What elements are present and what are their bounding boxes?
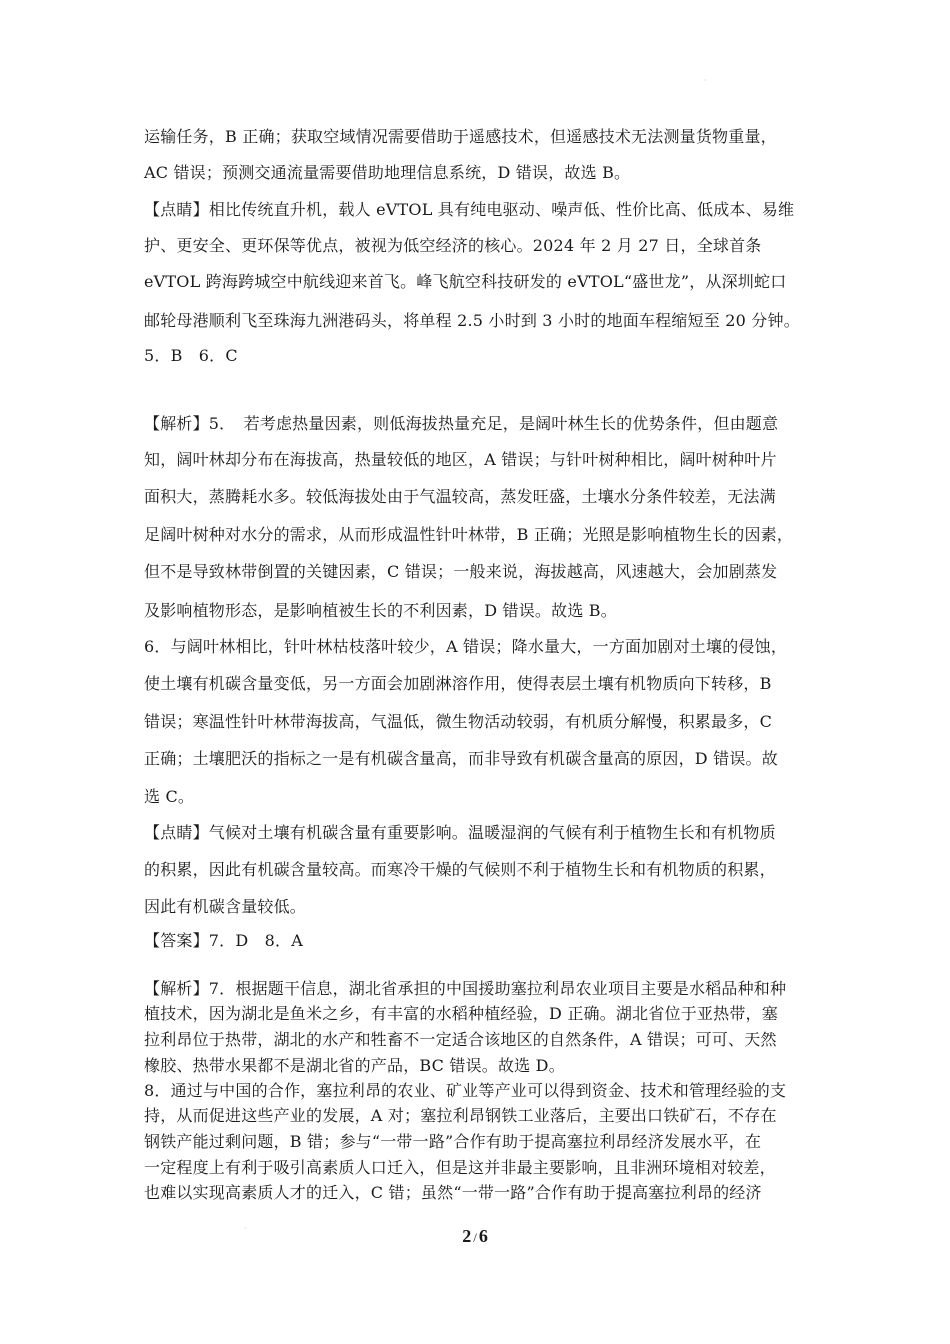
answer-line: 【答案】7．D 8．A (144, 931, 303, 950)
text-line: 正确；土壤肥沃的指标之一是有机碳含量高，而非导致有机碳含量高的原因，D 错误。故 (144, 749, 778, 768)
text-line: 及影响植物形态，是影响植被生长的不利因素，D 错误。故选 B。 (144, 601, 617, 620)
text-line: 钢铁产能过剩问题，B 错；参与“一带一路”合作有助于提高塞拉利昂经济发展水平，在 (144, 1132, 762, 1151)
text-line: 使土壤有机碳含量变低，另一方面会加剧淋溶作用，使得表层土壤有机物质向下转移，B (144, 674, 772, 693)
text-line: 【点睛】气候对土壤有机碳含量有重要影响。温暖湿润的气候有利于植物生长和有机物质 (144, 823, 776, 842)
text-line: 错误；寒温性针叶林带海拔高，气温低，微生物活动较弱，有机质分解慢，积累最多，C (144, 712, 773, 731)
text-line: AC 错误；预测交通流量需要借助地理信息系统，D 错误，故选 B。 (144, 163, 631, 182)
text-line: 选 C。 (144, 787, 195, 806)
text-line: 运输任务，B 正确；获取空域情况需要借助于遥感技术，但遥感技术无法测量货物重量， (144, 127, 777, 146)
text-line: 因此有机碳含量较低。 (144, 897, 307, 916)
text-line: 8．通过与中国的合作，塞拉利昂的农业、矿业等产业可以得到资金、技术和管理经验的支 (144, 1081, 787, 1100)
text-line: 【解析】7．根据题干信息，湖北省承担的中国援助塞拉利昂农业项目主要是水稻品种和种 (144, 979, 787, 998)
text-line: 知，阔叶林却分布在海拔高，热量较低的地区，A 错误；与针叶树种相比，阔叶树种叶片 (144, 450, 777, 469)
page-separator: / (473, 1230, 477, 1245)
text-line: 邮轮母港顺利飞至珠海九洲港码头，将单程 2.5 小时到 3 小时的地面车程缩短至 20 分钟。 (144, 311, 800, 330)
text-line: 的积累，因此有机碳含量较高。而寒冷干燥的气候则不利于植物生长和有机物质的积累， (144, 860, 776, 879)
total-pages: 6 (478, 1226, 488, 1246)
text-line: 一定程度上有利于吸引高素质人口迁入，但是这并非最主要影响，且非洲环境相对较差， (144, 1158, 776, 1177)
text-line: 6．与阔叶林相比，针叶林枯枝落叶较少，A 错误；降水量大，一方面加剧对土壤的侵蚀， (144, 637, 788, 656)
text-line: eVTOL 跨海跨城空中航线迎来首飞。峰飞航空科技研发的 eVTOL“盛世龙”，从深圳蛇口 (144, 272, 787, 291)
text-line: 【解析】5． 若考虑热量因素，则低海拔热量充足，是阔叶林生长的优势条件，但由题意 (144, 414, 779, 433)
answer-line: 5．B 6．C (144, 346, 238, 365)
text-line: 也难以实现高素质人才的迁入，C 错；虽然“一带一路”合作有助于提高塞拉利昂的经济 (144, 1183, 762, 1202)
scan-speck: · (244, 1224, 247, 1233)
page-number (0, 1226, 950, 1247)
text-line: 植技术，因为湖北是鱼米之乡，有丰富的水稻种植经验，D 正确。湖北省位于亚热带，塞 (144, 1004, 778, 1023)
current-page: 2 (462, 1226, 472, 1246)
text-line: 拉利昂位于热带，湖北的水产和牲畜不一定适合该地区的自然条件，A 错误；可可、天然 (144, 1030, 777, 1049)
text-line: 橡胶、热带水果都不是湖北省的产品，BC 错误。故选 D。 (144, 1056, 565, 1075)
text-line: 足阔叶树种对水分的需求，从而形成温性针叶林带，B 正确；光照是影响植物生长的因素， (144, 525, 794, 544)
text-line: 持，从而促进这些产业的发展，A 对；塞拉利昂钢铁工业落后，主要出口铁矿石，不存在 (144, 1106, 777, 1125)
text-line: 面积大，蒸腾耗水多。较低海拔处由于气温较高，蒸发旺盛，土壤水分条件较差，无法满 (144, 487, 776, 506)
scan-speck: · (704, 76, 707, 85)
text-line: 但不是导致林带倒置的关键因素，C 错误；一般来说，海拔越高，风速越大，会加剧蒸发 (144, 562, 778, 581)
text-line: 【点睛】相比传统直升机，载人 eVTOL 具有纯电驱动、噪声低、性价比高、低成本、易维 (144, 200, 795, 219)
text-line: 护、更安全、更环保等优点，被视为低空经济的核心。2024 年 2 月 27 日，全球首条 (144, 236, 762, 255)
